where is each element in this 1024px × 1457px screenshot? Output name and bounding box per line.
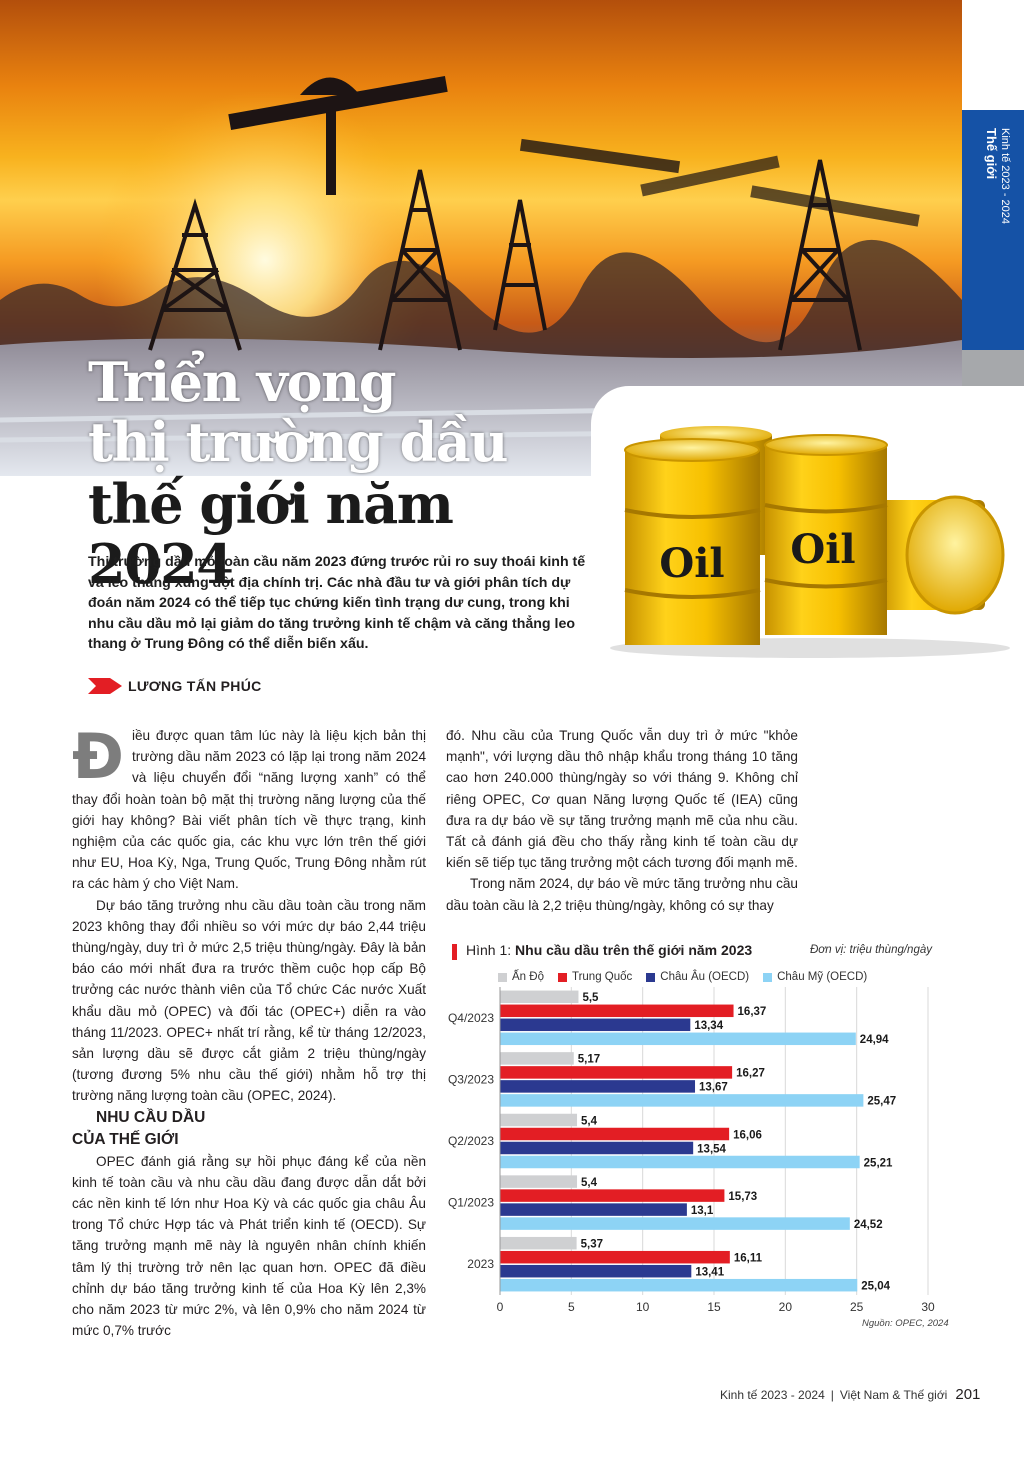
data-label: 5,5 xyxy=(582,992,599,1005)
legend-label-1: Trung Quốc xyxy=(571,971,633,983)
data-label: 13,54 xyxy=(697,1143,726,1156)
y-category-label: Q4/2023 xyxy=(447,1010,494,1025)
legend-item xyxy=(763,971,867,983)
subheading-line-2: CỦA THẾ GIỚI xyxy=(72,1130,179,1148)
body-paragraph: iều được quan tâm lúc này là liệu kịch bản thị trường dầu năm 2023 có lặp lại trong năm 2024 và liệu chuyển đổi “năng lượng xanh” có thể thay đổi hoàn toàn bộ mặt thị trường năng lượng của thế giới hay không? Bài viết phân tích về thực trạng, kinh nghiệm của các quốc gia, các khu vực lớn trên thế giới như EU, Hoa Kỳ, Nga, Trung Quốc, Trung Đông nhằm rút ra các hàm ý cho Việt Nam. xyxy=(72,728,426,892)
bar-Châu Mỹ (OECD) xyxy=(500,1217,850,1230)
data-label: 13,67 xyxy=(699,1081,728,1094)
bar-Châu Âu (OECD) xyxy=(500,1080,695,1093)
legend-swatch-1 xyxy=(558,973,567,982)
bar-Trung Quốc xyxy=(500,1251,730,1264)
data-label: 5,4 xyxy=(581,1176,598,1189)
chart-unit: Đơn vị: triệu thùng/ngày xyxy=(809,944,932,956)
bar-Châu Mỹ (OECD) xyxy=(500,1279,857,1292)
chart-fig-number: Hình 1: xyxy=(466,942,512,958)
legend-item xyxy=(646,971,749,983)
bar-Trung Quốc xyxy=(500,1005,734,1018)
legend-swatch-2 xyxy=(646,973,655,982)
y-category-label: 2023 xyxy=(467,1257,494,1272)
section-tab-grey xyxy=(962,350,1024,386)
data-label: 13,41 xyxy=(695,1266,725,1279)
x-tick-label: 20 xyxy=(778,1300,793,1314)
chart-title-text: Nhu cầu dầu trên thế giới năm 2023 xyxy=(515,942,753,958)
x-tick-label: 25 xyxy=(849,1300,864,1314)
bar-Ấn Độ xyxy=(500,1114,577,1127)
data-label: 13,1 xyxy=(690,1204,714,1217)
legend-swatch-0 xyxy=(498,973,507,982)
body-column-1 xyxy=(72,720,426,1341)
section-tab-section: Kinh tế 2023 - 2024 xyxy=(999,128,1011,225)
body-paragraph: đó. Nhu cầu của Trung Quốc vẫn duy trì ở mức "khỏe mạnh", với lượng dầu thô nhập khẩu trong tháng 10 tăng cao hơn 240.000 thùng/ngày so với tháng 9. Không chỉ riêng OPEC, Cơ quan Năng lượng Quốc tế (IEA) cũng đưa ra dự báo về sự tăng trưởng mạnh mẽ của nhu cầu. Tất cả đánh giá đều cho thấy rằng kinh tế toàn cầu dự kiến sẽ tiếp tục tăng trưởng một cách tương đối mạnh mẽ. xyxy=(446,728,798,871)
legend-label-2: Châu Âu (OECD) xyxy=(660,971,750,983)
bar-Ấn Độ xyxy=(500,1237,577,1250)
subheading xyxy=(72,1107,426,1151)
legend-swatch-3 xyxy=(763,973,772,982)
x-tick-label: 10 xyxy=(635,1300,650,1314)
bar-Châu Âu (OECD) xyxy=(500,1019,690,1032)
x-tick-label: 5 xyxy=(567,1300,575,1314)
data-label: 16,06 xyxy=(733,1129,762,1142)
data-label: 16,37 xyxy=(737,1006,767,1019)
x-tick-label: 0 xyxy=(496,1300,504,1314)
barrel-label-right: Oil xyxy=(790,526,856,573)
bar-Châu Âu (OECD) xyxy=(500,1142,693,1155)
x-tick-label: 30 xyxy=(921,1300,935,1314)
data-label: 24,94 xyxy=(859,1034,889,1047)
bar-Châu Mỹ (OECD) xyxy=(500,1156,860,1169)
body-paragraph: OPEC đánh giá rằng sự hồi phục đáng kể của nền kinh tế toàn cầu và nhu cầu dầu đang được dẫn dắt bởi các nền kinh tế lớn như Hoa Kỳ và các quốc gia châu Âu trong Tổ chức Hợp tác và Phát triển kinh tế (OECD). Sự tăng trưởng mạnh mẽ này là nguyên nhân chính khiến tâm lý thị trường trở nên lạc quan hơn. OPEC đã điều chỉnh dự báo tăng trưởng kinh tế của Hoa Kỳ lên 2,3% cho năm 2023 từ mức 2%, và lên 0,9% cho năm 2024 từ mức 0,7% trước xyxy=(72,1153,426,1339)
author-byline xyxy=(88,676,262,696)
footer-separator: | xyxy=(830,1388,834,1402)
chart-header-marker xyxy=(452,944,457,960)
page-footer xyxy=(720,1386,980,1403)
y-category-label: Q3/2023 xyxy=(447,1072,494,1087)
legend-item xyxy=(498,971,544,983)
footer-publication: Kinh tế 2023 - 2024 xyxy=(720,1388,825,1402)
data-label: 16,27 xyxy=(736,1067,765,1080)
legend-item xyxy=(558,971,632,983)
page-number: 201 xyxy=(955,1386,981,1403)
barrel-label-left: Oil xyxy=(659,540,725,587)
data-label: 25,47 xyxy=(867,1095,897,1108)
author-name: LƯƠNG TẤN PHÚC xyxy=(128,678,262,694)
footer-magazine: Việt Nam & Thế giới xyxy=(839,1388,948,1402)
subheading-line-1: NHU CẦU DẦU xyxy=(96,1108,206,1126)
bar-Châu Âu (OECD) xyxy=(500,1265,691,1278)
section-tab-text xyxy=(972,128,1012,328)
data-label: 13,34 xyxy=(694,1020,724,1033)
bar-Trung Quốc xyxy=(500,1128,729,1141)
body-paragraph: Trong năm 2024, dự báo về mức tăng trưởng nhu cầu dầu toàn cầu là 2,2 triệu thùng/ngày, không có sự thay xyxy=(446,876,798,913)
drop-cap: Đ xyxy=(72,720,124,793)
legend-label-0: Ấn Độ xyxy=(512,971,544,983)
chart-title xyxy=(466,942,752,958)
bar-Trung Quốc xyxy=(500,1189,724,1202)
demand-bar-chart xyxy=(440,985,940,1320)
data-label: 24,52 xyxy=(853,1218,883,1231)
title-line-3: thế giới năm 2024 xyxy=(88,472,453,596)
oil-barrels-illustration xyxy=(610,420,1020,660)
y-category-label: Q1/2023 xyxy=(447,1195,494,1210)
bar-Ấn Độ xyxy=(500,1175,577,1188)
arrow-icon xyxy=(88,678,122,694)
data-label: 5,4 xyxy=(581,1115,598,1128)
bar-Ấn Độ xyxy=(500,991,578,1004)
bar-Châu Mỹ (OECD) xyxy=(500,1094,863,1107)
bar-Châu Mỹ (OECD) xyxy=(500,1033,856,1046)
chart-header xyxy=(452,942,932,962)
data-label: 5,17 xyxy=(577,1053,601,1066)
section-tab-label: Thế giới xyxy=(984,128,999,180)
data-label: 15,73 xyxy=(728,1190,758,1203)
body-paragraph: Dự báo tăng trưởng nhu cầu dầu toàn cầu trong năm 2023 không thay đổi nhiều so với mức dự báo 2,44 triệu thùng/ngày, duy trì ở mức 2,5 triệu thùng/ngày. Đây là bản báo cáo mới nhất đưa ra trước thềm cuộc họp cấp Bộ trưởng các nước thành viên của Tổ chức Các nước Xuất khẩu dầu mỏ (OPEC) và đối tác (OPEC+) diễn ra vào tháng 11/2023. OPEC+ nhất trí rằng, kể từ tháng 12/2023, sản lượng dầu sẽ được cắt giảm 2 triệu thùng/ngày (tương đương 5% nhu cầu thế giới) nhằm hỗ trợ thị trường năng lượng toàn cầu (OPEC, 2024). xyxy=(72,897,426,1104)
article-lede: Thị trường dầu mỏ toàn cầu năm 2023 đứng trước rủi ro suy thoái kinh tế và leo thang xung đột địa chính trị. Các nhà đầu tư và giới phân tích dự đoán năm 2024 có thể tiếp tục chứng kiến tình trạng dư cung, trong khi nhu cầu dầu mỏ lại giảm do tăng trưởng kinh tế chậm và căng thẳng leo thang ở Trung Đông có thể diễn biến xấu. xyxy=(88,554,586,652)
title-line-1: Triển vọng xyxy=(88,350,396,414)
chart-source: Nguồn: OPEC, 2024 xyxy=(862,1318,949,1329)
body-column-2 xyxy=(446,725,798,916)
data-label: 25,04 xyxy=(861,1280,891,1293)
title-line-2: thị trường dầu xyxy=(88,410,508,474)
y-category-label: Q2/2023 xyxy=(447,1134,494,1148)
data-label: 25,21 xyxy=(863,1157,893,1170)
legend-label-3: Châu Mỹ (OECD) xyxy=(777,971,868,983)
data-label: 16,11 xyxy=(733,1252,762,1265)
bar-Châu Âu (OECD) xyxy=(500,1203,687,1216)
data-label: 5,37 xyxy=(580,1238,604,1251)
bar-Ấn Độ xyxy=(500,1052,574,1065)
x-tick-label: 15 xyxy=(707,1300,721,1314)
bar-Trung Quốc xyxy=(500,1066,732,1079)
chart-legend xyxy=(498,971,881,983)
